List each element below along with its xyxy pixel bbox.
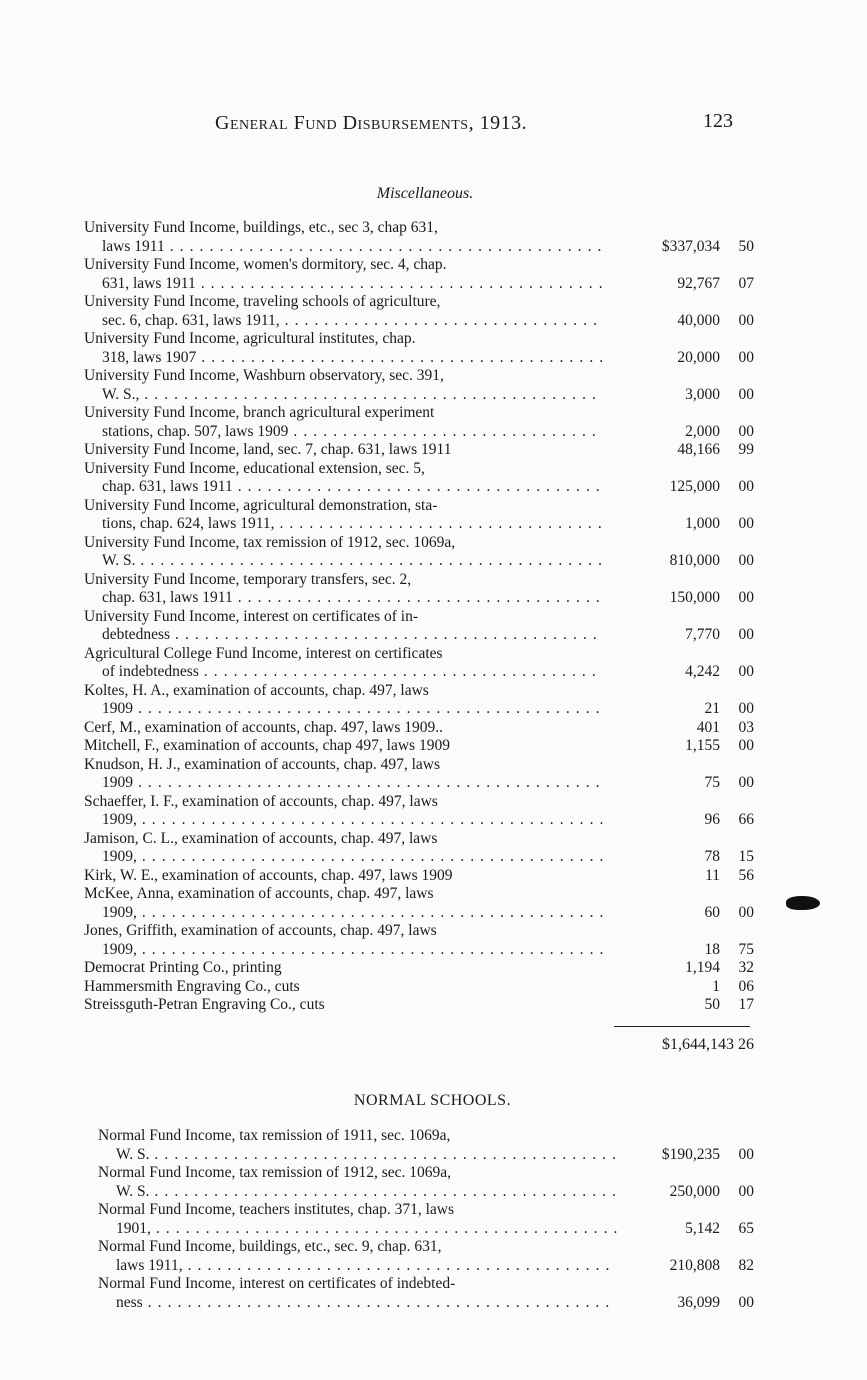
entry-line-2-text: 1901,	[116, 1219, 151, 1237]
entry-description	[84, 608, 606, 645]
amount-dollars: $337,034	[661, 237, 720, 255]
amount-dollars: 92,767	[677, 274, 720, 292]
entry-amount	[620, 1294, 754, 1313]
entry-amount	[620, 312, 754, 331]
amount-cents: 82	[738, 1256, 754, 1274]
amount-dollars: 150,000	[669, 589, 720, 606]
entry-line-2	[84, 663, 606, 682]
entry-line-2	[84, 349, 606, 368]
dot-leader: . . . . . . . . . . . . . . . . . . . . . . . . . . . . . . . . . . . . . . . . . . . . . . .	[150, 1219, 619, 1237]
entry-description	[84, 682, 606, 719]
ledger-entry	[84, 608, 754, 645]
entry-line-2	[84, 238, 606, 257]
entry-amount	[620, 737, 754, 756]
ledger-entry	[84, 571, 754, 608]
entry-amount	[620, 386, 754, 405]
entry-amount	[620, 626, 754, 645]
dot-leader: . . . . . . . . . . . . . . . . . . . . . . . . . . . . . . . . . . . . . . . .	[198, 663, 597, 680]
entry-description	[84, 571, 606, 608]
entry-description	[84, 922, 606, 959]
amount-cents: 00	[738, 589, 754, 606]
ledger-entry	[84, 885, 754, 922]
amount-cents: 15	[738, 848, 754, 865]
entry-line-2	[98, 1257, 620, 1276]
amount-cents: 00	[738, 737, 754, 754]
entry-line-1: University Fund Income, traveling schools of agriculture,	[84, 293, 441, 310]
amount-dollars: 78	[704, 848, 720, 865]
entry-line-1: Kirk, W. E., examination of accounts, chap. 497, laws 1909	[84, 866, 453, 884]
ledger-entry	[84, 793, 754, 830]
amount-cents: 17	[738, 996, 754, 1013]
ledger-entry	[98, 1238, 754, 1275]
entry-description	[84, 737, 606, 756]
amount-cents: 07	[738, 274, 754, 292]
ledger-entry	[84, 460, 754, 497]
entry-line-2	[84, 478, 606, 497]
ledger-entry	[84, 867, 754, 886]
entry-amount	[620, 441, 754, 460]
entry-line-2-text: 1909	[102, 700, 133, 717]
dot-leader: . . . . . . . . . . . . . . . . . . . . . . . . . . . . . . . . . . . . .	[232, 478, 601, 495]
ledger-entry	[84, 978, 754, 997]
entry-line-2-text: 1909,	[102, 940, 137, 958]
ledger-entry	[84, 996, 754, 1015]
entry-line-2-text: chap. 631, laws 1911	[102, 589, 233, 606]
dot-leader: . . . . . . . . . . . . . . . . . . . . . . . . . . . . . . . . .	[274, 515, 603, 532]
entry-line-1: Mitchell, F., examination of accounts, chap 497, laws 1909	[84, 737, 450, 754]
amount-dollars: 50	[704, 996, 720, 1013]
entry-amount	[620, 959, 754, 978]
amount-dollars: 75	[704, 774, 720, 791]
amount-cents: 00	[738, 1145, 754, 1163]
entry-description	[84, 404, 606, 441]
ledger-entry	[84, 830, 754, 867]
dot-leader: . . . . . . . . . . . . . . . . . . . . . . . . . . . . . . . .	[279, 311, 599, 329]
amount-cents: 00	[738, 348, 754, 366]
entry-line-1: University Fund Income, branch agricultural experiment	[84, 404, 435, 421]
amount-dollars: 20,000	[677, 348, 720, 366]
entry-line-2-text: of indebtedness	[102, 663, 199, 680]
amount-cents: 00	[738, 626, 754, 643]
dot-leader: . . . . . . . . . . . . . . . . . . . . . . . . . . . . . . . . . . . . . . . . . . . . . . .	[133, 774, 601, 791]
entry-description	[84, 330, 606, 367]
ledger-entry	[84, 645, 754, 682]
dot-leader: . . . . . . . . . . . . . . . . . . . . . . . . . . . . . . . . . . . . . . . . . . . . . . .	[149, 1145, 618, 1163]
entry-description	[84, 867, 606, 886]
amount-dollars: 4,242	[685, 663, 720, 680]
ledger-entry	[84, 922, 754, 959]
dot-leader: . . . . . . . . . . . . . . . . . . . . . . . . . . . . . . . . . . . . . . . . . . .	[182, 1256, 611, 1274]
amount-dollars: 21	[704, 700, 720, 717]
amount-cents: 06	[738, 977, 754, 995]
entry-description	[84, 719, 606, 738]
entry-description	[84, 996, 606, 1015]
entry-line-1: Koltes, H. A., examination of accounts, chap. 497, laws	[84, 681, 429, 699]
dot-leader: . . . . . . . . . . . . . . . . . . . . . . . . . . . . . . . . . . . . . . . . . . . . . . .	[142, 1293, 611, 1311]
entry-description	[98, 1127, 620, 1164]
ledger-entry	[98, 1275, 754, 1312]
entry-line-2	[98, 1183, 620, 1202]
dot-leader: . . . . . . . . . . . . . . . . . . . . . . . . . . . . . . . . . . . . .	[232, 589, 601, 606]
entry-line-1: McKee, Anna, examination of accounts, chap. 497, laws	[84, 885, 434, 902]
entry-description	[84, 367, 606, 404]
entry-line-2	[84, 848, 606, 867]
amount-dollars: 1,000	[685, 515, 720, 532]
dot-leader: . . . . . . . . . . . . . . . . . . . . . . . . . . . . . . . . . . . . . . . . . . . . . . .	[136, 903, 605, 921]
entry-line-1: University Fund Income, Washburn observatory, sec. 391,	[84, 367, 444, 384]
dot-leader: . . . . . . . . . . . . . . . . . . . . . . . . . . . . . . . . . . . . . . . . . . .	[170, 626, 598, 643]
amount-dollars: 48,166	[677, 441, 720, 458]
entry-line-2-text: 1909	[102, 774, 133, 791]
entry-line-1: Cerf, M., examination of accounts, chap. 497, laws 1909..	[84, 718, 443, 736]
ledger-entry	[84, 719, 754, 738]
entry-line-2-text: W. S.	[102, 552, 136, 569]
entry-line-2-text: laws 1911,	[116, 1256, 183, 1274]
entry-line-1: Jamison, C. L., examination of accounts, chap. 497, laws	[84, 829, 438, 847]
amount-dollars: 2,000	[685, 422, 720, 440]
dot-leader: . . . . . . . . . . . . . . . . . . . . . . . . . . . . . . .	[288, 422, 597, 440]
amount-cents: 00	[738, 700, 754, 717]
entry-amount	[620, 275, 754, 294]
amount-dollars: 210,808	[669, 1256, 720, 1274]
entry-line-1: Streissguth-Petran Engraving Co., cuts	[84, 996, 325, 1013]
entry-line-2-text: W. S.,	[102, 385, 140, 403]
entry-amount	[620, 1146, 754, 1165]
ledger-entry	[98, 1127, 754, 1164]
entry-line-1: Agricultural College Fund Income, interest on certificates	[84, 644, 443, 662]
entry-amount	[620, 848, 754, 867]
page-number: 123	[703, 110, 733, 132]
entry-description	[84, 830, 606, 867]
amount-dollars: 11	[705, 866, 720, 884]
entry-amount	[620, 423, 754, 442]
amount-cents: 00	[738, 1293, 754, 1311]
entry-line-2-text: stations, chap. 507, laws 1909	[102, 422, 289, 440]
entry-line-2	[84, 774, 606, 793]
entry-amount	[620, 349, 754, 368]
entry-line-1: Knudson, H. J., examination of accounts, chap. 497, laws	[84, 755, 441, 773]
amount-dollars: 36,099	[677, 1293, 720, 1311]
entry-description	[84, 293, 606, 330]
entry-line-2	[84, 700, 606, 719]
entry-amount	[620, 515, 754, 534]
entry-line-2-text: tions, chap. 624, laws 1911,	[102, 515, 275, 532]
entry-description	[84, 460, 606, 497]
entry-line-1: University Fund Income, agricultural institutes, chap.	[84, 330, 416, 347]
amount-cents: 00	[738, 663, 754, 680]
ink-blot-mark	[786, 896, 820, 910]
ledger-entry	[84, 534, 754, 571]
entry-description	[98, 1275, 620, 1312]
ledger-entry	[84, 404, 754, 441]
amount-dollars: 3,000	[685, 385, 720, 403]
entry-line-2	[84, 811, 606, 830]
section-title-normal-schools: NORMAL SCHOOLS.	[353, 1092, 512, 1109]
amount-dollars: 60	[704, 903, 720, 921]
entry-line-1: Democrat Printing Co., printing	[84, 959, 282, 976]
amount-dollars: 1,155	[685, 737, 720, 754]
amount-dollars: 7,770	[685, 626, 720, 643]
entry-description	[98, 1164, 620, 1201]
entry-description	[84, 978, 606, 997]
normal-schools-entries	[98, 1127, 754, 1312]
amount-cents: 56	[738, 866, 754, 884]
entry-line-2	[98, 1146, 620, 1165]
entry-line-1: University Fund Income, interest on certificates of in-	[84, 607, 419, 625]
ledger-entry	[84, 756, 754, 793]
entry-amount	[620, 719, 754, 738]
entry-amount	[620, 867, 754, 886]
amount-dollars: 1,194	[685, 959, 720, 976]
entry-amount	[620, 904, 754, 923]
entry-line-1: University Fund Income, temporary transfers, sec. 2,	[84, 570, 412, 588]
amount-cents: 75	[738, 940, 754, 958]
entry-line-2-text: laws 1911	[102, 237, 165, 255]
amount-cents: 00	[738, 552, 754, 569]
amount-cents: 00	[738, 1182, 754, 1200]
entry-line-1: Normal Fund Income, tax remission of 1911, sec. 1069a,	[98, 1127, 451, 1144]
entry-line-2-text: 1909,	[102, 903, 137, 921]
amount-cents: 00	[738, 422, 754, 440]
entry-description	[98, 1201, 620, 1238]
amount-cents: 00	[738, 311, 754, 329]
entry-line-1: University Fund Income, women's dormitory, sec. 4, chap.	[84, 256, 447, 273]
entry-amount	[620, 941, 754, 960]
entry-line-2-text: 1909,	[102, 848, 137, 865]
entry-line-2-text: 1909,	[102, 811, 137, 828]
entry-line-1: University Fund Income, educational extension, sec. 5,	[84, 459, 425, 477]
dot-leader: . . . . . . . . . . . . . . . . . . . . . . . . . . . . . . . . . . . . . . . . . . . . . .	[139, 385, 598, 403]
entry-line-2	[84, 275, 606, 294]
entry-line-2	[84, 312, 606, 331]
dot-leader: . . . . . . . . . . . . . . . . . . . . . . . . . . . . . . . . . . . . . . . . .	[195, 274, 604, 292]
section-title-miscellaneous: Miscellaneous.	[376, 185, 474, 202]
entry-line-2	[84, 904, 606, 923]
ledger-entry	[84, 737, 754, 756]
entry-amount	[620, 978, 754, 997]
amount-dollars: 125,000	[669, 478, 720, 495]
entry-amount	[620, 238, 754, 257]
ledger-entry	[84, 219, 754, 256]
ledger-entry	[84, 682, 754, 719]
dot-leader: . . . . . . . . . . . . . . . . . . . . . . . . . . . . . . . . . . . . . . . . . . . . . . .	[136, 940, 605, 958]
entry-line-2-text: ness	[116, 1293, 143, 1311]
entry-amount	[620, 1220, 754, 1239]
dot-leader: . . . . . . . . . . . . . . . . . . . . . . . . . . . . . . . . . . . . . . . . . . . . . . .	[149, 1182, 618, 1200]
dot-leader: . . . . . . . . . . . . . . . . . . . . . . . . . . . . . . . . . . . . . . . . . . . . . . .	[136, 848, 605, 865]
entry-line-1: Hammersmith Engraving Co., cuts	[84, 977, 300, 995]
entry-description	[84, 959, 606, 978]
entry-description	[84, 534, 606, 571]
entry-description	[84, 756, 606, 793]
entry-line-1: Normal Fund Income, teachers institutes, chap. 371, laws	[98, 1201, 454, 1218]
amount-cents: 00	[738, 903, 754, 921]
entry-line-2	[84, 552, 606, 571]
ledger-entry	[84, 441, 754, 460]
dot-leader: . . . . . . . . . . . . . . . . . . . . . . . . . . . . . . . . . . . . . . . . . . . .	[164, 237, 603, 255]
entry-description	[84, 793, 606, 830]
entry-description	[98, 1238, 620, 1275]
amount-cents: 00	[738, 478, 754, 495]
amount-cents: 00	[738, 774, 754, 791]
entry-line-1: Schaeffer, I. F., examination of accounts, chap. 497, laws	[84, 792, 438, 810]
amount-cents: 50	[738, 237, 754, 255]
entry-line-1: University Fund Income, tax remission of 1912, sec. 1069a,	[84, 533, 456, 551]
entry-line-2-text: chap. 631, laws 1911	[102, 478, 233, 495]
entry-amount	[620, 1257, 754, 1276]
dot-leader: . . . . . . . . . . . . . . . . . . . . . . . . . . . . . . . . . . . . . . . . . . . . . . .	[136, 811, 605, 828]
entry-line-1: Jones, Griffith, examination of accounts, chap. 497, laws	[84, 922, 437, 939]
running-head-title: General Fund Disbursements, 1913.	[215, 112, 528, 134]
amount-dollars: 1	[712, 977, 720, 995]
entry-amount	[620, 1183, 754, 1202]
amount-dollars: 18	[704, 940, 720, 958]
entry-description	[84, 497, 606, 534]
entry-amount	[620, 996, 754, 1015]
entry-line-2-text: debtedness	[102, 626, 171, 643]
miscellaneous-entries	[84, 219, 754, 1015]
ledger-entry	[98, 1164, 754, 1201]
amount-cents: 00	[738, 515, 754, 532]
amount-cents: 99	[738, 441, 754, 458]
entry-line-2-text: W. S.	[116, 1145, 150, 1163]
entry-amount	[620, 700, 754, 719]
entry-line-1: University Fund Income, land, sec. 7, chap. 631, laws 1911	[84, 441, 452, 458]
entry-line-2-text: 631, laws 1911	[102, 274, 196, 292]
amount-dollars: 401	[696, 718, 720, 736]
ledger-entry	[98, 1201, 754, 1238]
entry-amount	[620, 774, 754, 793]
amount-dollars: $190,235	[661, 1145, 720, 1163]
entry-line-2	[98, 1220, 620, 1239]
ledger-entry	[84, 497, 754, 534]
entry-description	[84, 885, 606, 922]
entry-amount	[620, 589, 754, 608]
entry-line-1: Normal Fund Income, interest on certificates of indebted-	[98, 1275, 456, 1292]
entry-description	[84, 441, 606, 460]
entry-line-1: Normal Fund Income, buildings, etc., sec. 9, chap. 631,	[98, 1238, 442, 1255]
amount-cents: 65	[738, 1219, 754, 1237]
amount-cents: 32	[738, 959, 754, 976]
amount-cents: 00	[738, 385, 754, 403]
ledger-entry	[84, 367, 754, 404]
entry-amount	[620, 811, 754, 830]
entry-amount	[620, 663, 754, 682]
ledger-entry	[84, 256, 754, 293]
entry-amount	[620, 478, 754, 497]
dot-leader: . . . . . . . . . . . . . . . . . . . . . . . . . . . . . . . . . . . . . . . . .	[196, 348, 605, 366]
entry-line-2	[84, 423, 606, 442]
entry-line-2	[84, 386, 606, 405]
amount-cents: 66	[738, 811, 754, 828]
entry-line-2	[84, 515, 606, 534]
ledger-entry	[84, 293, 754, 330]
entry-line-2	[84, 941, 606, 960]
entry-line-1: University Fund Income, buildings, etc., sec 3, chap 631,	[84, 219, 438, 236]
dot-leader: . . . . . . . . . . . . . . . . . . . . . . . . . . . . . . . . . . . . . . . . . . . . . . .	[133, 700, 601, 717]
amount-dollars: 250,000	[669, 1182, 720, 1200]
entry-description	[84, 219, 606, 256]
amount-dollars: 5,142	[685, 1219, 720, 1237]
entry-line-2-text: sec. 6, chap. 631, laws 1911,	[102, 311, 280, 329]
entry-line-1: University Fund Income, agricultural demonstration, sta-	[84, 496, 438, 514]
miscellaneous-total: $1,644,143 26	[662, 1036, 754, 1053]
dot-leader: . . . . . . . . . . . . . . . . . . . . . . . . . . . . . . . . . . . . . . . . . . . . . . .	[135, 552, 604, 569]
entry-line-2-text: W. S.	[116, 1182, 150, 1200]
amount-cents: 03	[738, 718, 754, 736]
entry-amount	[620, 552, 754, 571]
amount-dollars: 40,000	[677, 311, 720, 329]
entry-description	[84, 256, 606, 293]
entry-line-1: Normal Fund Income, tax remission of 1912, sec. 1069a,	[98, 1164, 451, 1181]
ledger-entry	[84, 959, 754, 978]
ledger-entry	[84, 330, 754, 367]
total-rule	[614, 1026, 750, 1027]
entry-line-2	[84, 626, 606, 645]
amount-dollars: 96	[704, 811, 720, 828]
amount-dollars: 810,000	[669, 552, 720, 569]
entry-line-2	[84, 589, 606, 608]
entry-line-2-text: 318, laws 1907	[102, 348, 197, 366]
entry-description	[84, 645, 606, 682]
entry-line-2	[98, 1294, 620, 1313]
